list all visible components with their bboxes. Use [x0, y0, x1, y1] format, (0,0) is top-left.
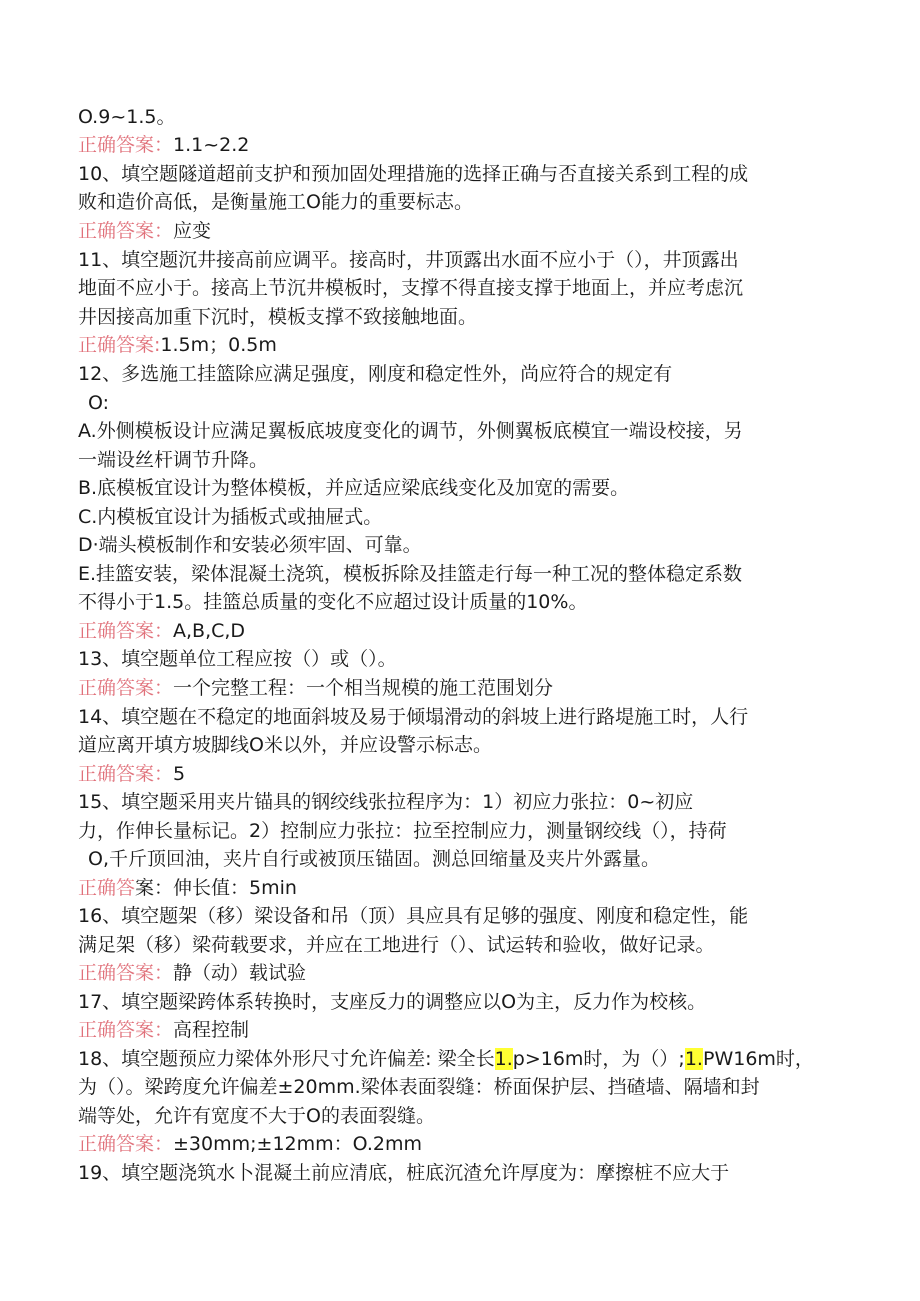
question-15-line-1: 15、填空题采用夹片锚具的钢绞线张拉程序为：1）初应力张拉：0~初应: [78, 791, 694, 813]
answer-label: 正确答案：: [78, 134, 174, 156]
answer-value: 一个完整工程：一个相当规模的施工范围划分: [173, 677, 554, 699]
answer-value: 应变: [173, 220, 212, 242]
answer-value: 5: [173, 763, 186, 785]
text-line: O.9~1.5。: [78, 106, 176, 128]
answer-label: 正确答案：: [78, 962, 174, 984]
answer-line: [78, 674, 553, 702]
answer-line: [78, 617, 245, 645]
answer-line: [78, 1130, 422, 1158]
option-c: C.内模板宜设计为插板式或抽屉式。: [78, 506, 383, 528]
q18-part-2: p>16m时，为（）;: [512, 1048, 685, 1070]
question-11-line-3: 井因接高加重下沉时，模板支撑不致接触地面。: [78, 306, 478, 328]
question-18-line-3: 端等处，允许有宽度不大于O的表面裂缝。: [78, 1105, 435, 1127]
option-a-line-1: A.外侧模板设计应满足翼板底坡度变化的调节，外侧翼板底模宜一端设校接，另: [78, 420, 743, 442]
answer-label: 正确答案：: [78, 220, 174, 242]
question-14-line-1: 14、填空题在不稳定的地面斜坡及易于倾塌滑动的斜坡上进行路堤施工时，人行: [78, 706, 749, 728]
answer-line: [78, 217, 211, 245]
question-16-line-2: 满足架（移）梁荷载要求，并应在工地进行（）、试运转和验收，做好记录。: [78, 934, 715, 956]
answer-label: 正确答案：: [78, 763, 174, 785]
question-10-line-2: 败和造价高低，是衡量施工O能力的重要标志。: [78, 191, 473, 213]
answer-label: 正确答案：: [78, 677, 174, 699]
question-13: 13、填空题单位工程应按（）或（）。: [78, 648, 397, 670]
answer-value: 1.5m；0.5m: [160, 334, 277, 356]
answer-value: 静（动）载试验: [173, 962, 307, 984]
option-a-line-2: 一端设丝杆调节升降。: [78, 449, 269, 471]
answer-value: 高程控制: [173, 1019, 250, 1041]
answer-line: [78, 331, 277, 359]
highlight-mark: 1.: [684, 1048, 703, 1070]
question-12-line-2: O:: [88, 392, 110, 414]
answer-label-tail: 案：: [135, 877, 174, 899]
question-12-line-1: 12、多选施工挂篮除应满足强度，刚度和稳定性外，尚应符合的规定有: [78, 363, 673, 385]
option-b: B.底模板宜设计为整体模板，并应适应梁底线变化及加宽的需要。: [78, 477, 630, 499]
answer-line: [78, 760, 185, 788]
option-d: D·端头模板制作和安装必须牢固、可靠。: [78, 534, 422, 556]
highlight-mark: 1.: [494, 1048, 513, 1070]
answer-value: A,B,C,D: [173, 620, 246, 642]
question-15-line-2: 力，作伸长量标记。2）控制应力张拉：拉至控制应力，测量钢绞线（），持荷: [78, 820, 727, 842]
question-10-line-1: 10、填空题隧道超前支护和预加固处理措施的选择正确与否直接关系到工程的成: [78, 163, 749, 185]
answer-label: 正确答案：: [78, 1019, 174, 1041]
question-17: 17、填空题梁跨体系转换时，支座反力的调整应以O为主，反力作为校核。: [78, 991, 707, 1013]
answer-label: 正确答案：: [78, 620, 174, 642]
answer-label: 正确答案：: [78, 1133, 174, 1155]
answer-value: 伸长值：5min: [173, 877, 297, 899]
question-18-line-2: 为（）。梁跨度允许偏差±20mm.梁体表面裂缝：桥面保护层、挡碴墙、隔墙和封: [78, 1076, 760, 1098]
answer-line: [78, 131, 249, 159]
question-16-line-1: 16、填空题架（移）梁设备和吊（顶）具应具有足够的强度、刚度和稳定性，能: [78, 905, 749, 927]
question-18-line-1: [78, 1045, 814, 1073]
answer-line: [78, 874, 297, 902]
question-11-line-2: 地面不应小于。接高上节沉井模板时，支撑不得直接支撑于地面上，并应考虑沉: [78, 277, 744, 299]
answer-line: [78, 1016, 249, 1044]
q18-part-1: 18、填空题预应力梁体外形尺寸允许偏差: 梁全长: [78, 1048, 495, 1070]
answer-value: 1.1~2.2: [173, 134, 250, 156]
q18-part-3: PW16m时，: [702, 1048, 814, 1070]
answer-label: 正确答: [78, 877, 136, 899]
question-15-line-3: O,千斤顶回油，夹片自行或被顶压锚固。测总回缩量及夹片外露量。: [88, 848, 660, 870]
question-14-line-2: 道应离开填方坡脚线O米以外，并应设警示标志。: [78, 734, 492, 756]
question-19-line-1: 19、填空题浇筑水卜混凝土前应清底，桩底沉渣允许厚度为：摩擦桩不应大于: [78, 1162, 730, 1184]
answer-label: 正确答案:: [78, 334, 161, 356]
option-e-line-2: 不得小于1.5。挂篮总质量的变化不应超过设计质量的10%。: [78, 591, 588, 613]
option-e-line-1: E.挂篮安装，梁体混凝土浇筑，模板拆除及挂篮走行每一种工况的整体稳定系数: [78, 563, 743, 585]
answer-value: ±30mm;±12mm：O.2mm: [173, 1133, 422, 1155]
question-11-line-1: 11、填空题沉井接高前应调平。接高时，井顶露出水面不应小于（），井顶露出: [78, 249, 739, 271]
answer-line: [78, 959, 306, 987]
